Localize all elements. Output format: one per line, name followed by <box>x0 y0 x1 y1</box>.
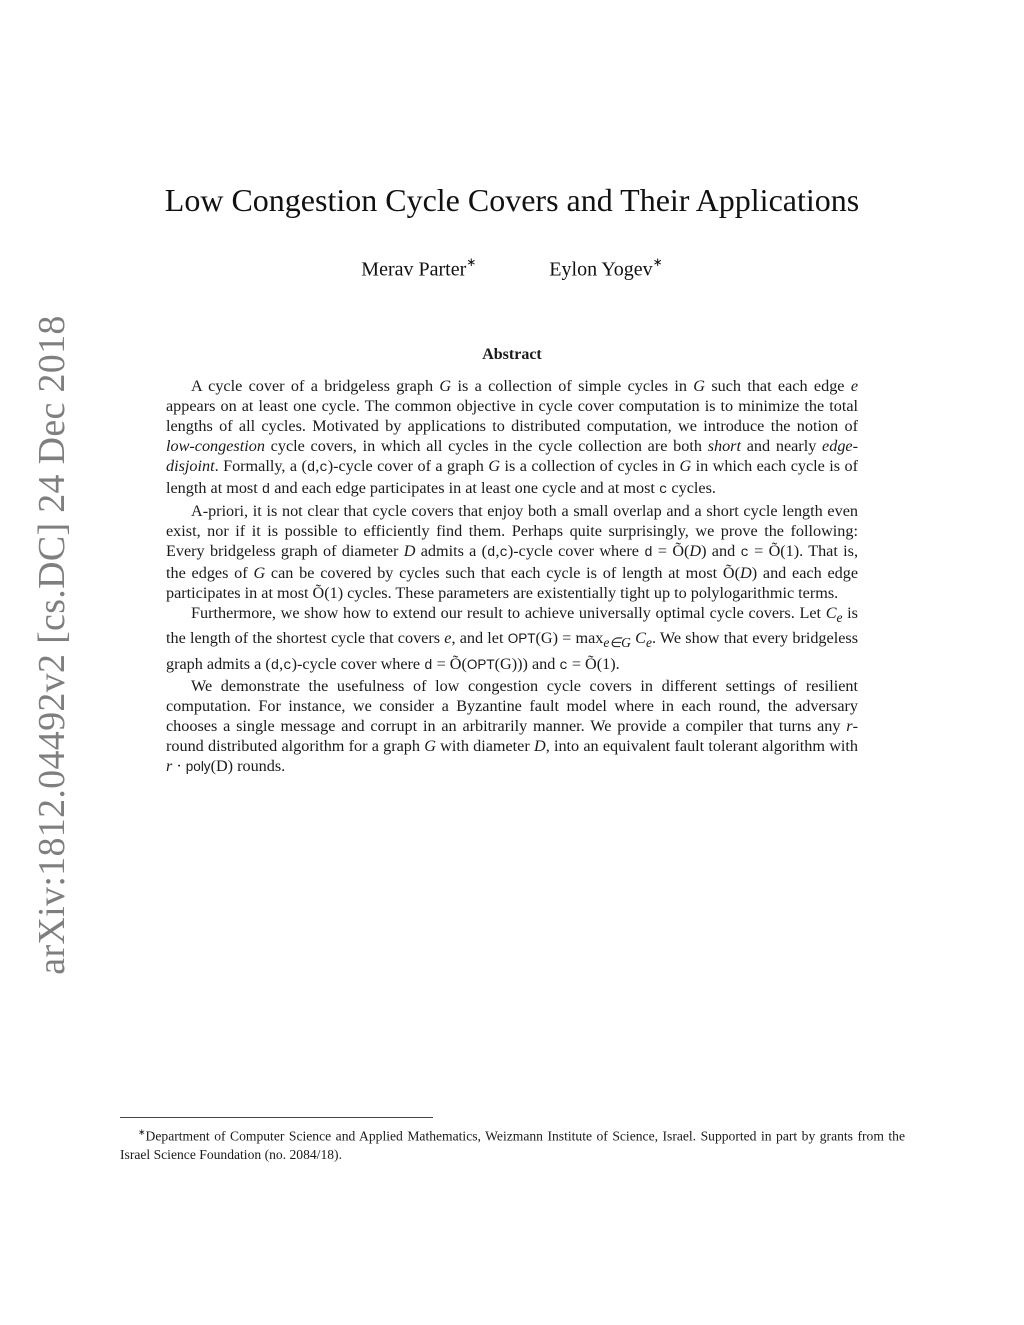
abstract-body <box>166 376 858 777</box>
footnote <box>120 1123 905 1164</box>
author-list <box>0 257 1024 282</box>
abstract-paragraph: A-priori, it is not clear that cycle covers that enjoy both a small overlap and a short cycle length even exist, nor if it is possible to efficiently find them. Perhaps quite surprisingly, we prove the following: Every bridgeless graph of diameter D admits a (d,c)-cycle cover where d = Õ(D) and c = Õ(1). That is, the edges of G can be covered by cycles such that each cycle is of length at most Õ(D) and each edge participates in at most Õ(1) cycles. These parameters are existentially tight up to polylogarithmic terms. <box>166 501 859 602</box>
abstract-paragraph: A cycle cover of a bridgeless graph G is a collection of simple cycles in G such that each edge e appears on at least one cycle. The common objective in cycle cover computation is to minimize the total lengths of all cycles. Motivated by applications to distributed computation, we introduce the notion of low-congestion cycle covers, in which all cycles in the cycle collection are both short and nearly edge-disjoint. Formally, a (d,c)-cycle cover of a graph G is a collection of cycles in G in which each cycle is of length at most d and each edge participates in at least one cycle and at most c cycles. <box>166 377 859 499</box>
author <box>549 257 662 282</box>
abstract-heading: Abstract <box>482 346 542 363</box>
author <box>361 257 476 282</box>
abstract-paragraph: We demonstrate the usefulness of low congestion cycle covers in different settings of resilient computation. For instance, we consider a Byzantine fault model where in each round, the adversary chooses a single message and corrupt in an arbitrarily manner. We provide a compiler that turns any r-round distributed algorithm for a graph G with diameter D, into an equivalent fault tolerant algorithm with r · poly(D) rounds. <box>166 676 858 776</box>
abstract-paragraph: Furthermore, we show how to extend our result to achieve universally optimal cycle covers. Let $C_e$ is the length of the shortest cycle that covers e, and let $OPT(G) = \max_{e\in G} C_e$. We show that every bridgeless graph admits a (d,c)-cycle cover where d = Õ(OPT(G))) and c = Õ(1). <box>166 604 858 674</box>
author-name: Merav Parter <box>361 258 467 281</box>
author-footnote-mark: ∗ <box>466 255 477 269</box>
footnote-mark: ∗ <box>138 1127 146 1137</box>
paper-title: Low Congestion Cycle Covers and Their Applications <box>164 182 860 218</box>
author-footnote-mark: ∗ <box>652 255 663 269</box>
author-name: Eylon Yogev <box>549 258 653 281</box>
arxiv-identifier-text: arXiv:1812.04492v2 [cs.DC] 24 Dec 2018 <box>31 315 73 975</box>
footnote-divider <box>120 1117 433 1118</box>
footnote-text: ∗Department of Computer Science and Applied Mathematics, Weizmann Institute of Science, Israel. Supported in part by grants from the Israel Science Foundation (no. 2084/18). <box>120 1127 905 1162</box>
